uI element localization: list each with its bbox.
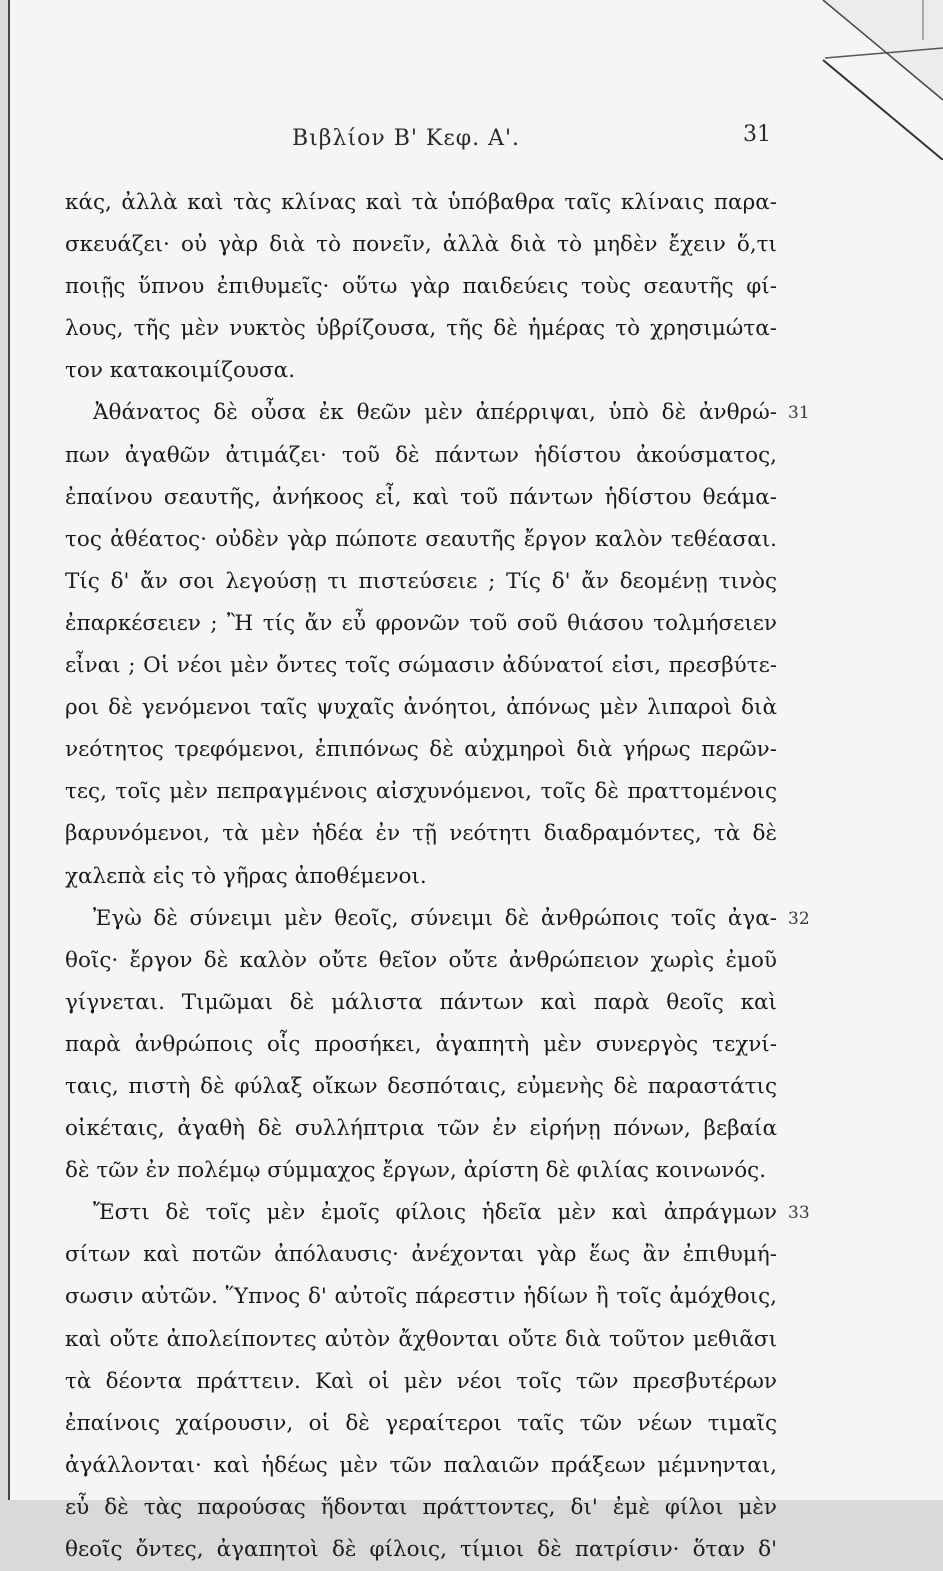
text-line-content: Ἀθάνατος δὲ οὖσα ἐκ θεῶν μὲν ἀπέρριψαι, ὑπὸ δὲ ἀνθρώ- (93, 400, 777, 426)
text-line-content: εὖ δὲ τὰς παρούσας ἥδονται πράττοντες, δι' ἐμὲ φίλοι μὲν (65, 1494, 777, 1520)
chapter-heading: Βιβλίον Β' Κεφ. Α'. (292, 126, 521, 151)
text-line (65, 1108, 777, 1150)
text-line-content: ἀγάλλονται· καὶ ἡδέως μὲν τῶν παλαιῶν πράξεων μέμνηνται, (65, 1452, 777, 1478)
text-line-content: ποιῇς ὕπνου ἐπιθυμεῖς· οὕτω γὰρ παιδεύεις τοὺς σεαυτῆς φί- (65, 274, 777, 300)
text-line (65, 1150, 777, 1192)
text-line (65, 435, 777, 477)
text-line-content: σωσιν αὐτῶν. Ὕπνος δ' αὐτοῖς πάρεστιν ἡδίων ἢ τοῖς ἀμόχθοις, (65, 1284, 777, 1310)
text-line (65, 603, 777, 645)
text-line-content: ἐπαίνοις χαίρουσιν, οἱ δὲ γεραίτεροι ταῖς τῶν νέων τιμαῖς (65, 1410, 777, 1436)
text-line (65, 1529, 777, 1571)
text-line (65, 1192, 810, 1234)
section-number: 31 (788, 403, 810, 424)
text-line-content: καὶ οὔτε ἀπολείποντες αὐτὸν ἄχθονται οὔτε διὰ τοῦτον μεθιᾶσι (65, 1326, 777, 1352)
text-line-content: δὲ τῶν ἐν πολέμῳ σύμμαχος ἔργων, ἀρίστη δὲ φιλίας κοινωνός. (65, 1158, 767, 1184)
text-line-content: πων ἀγαθῶν ἀτιμάζει· τοῦ δὲ πάντων ἡδίστου ἀκούσματος, (65, 442, 777, 468)
text-line (65, 1066, 777, 1108)
text-line (65, 982, 777, 1024)
text-line-content: σίτων καὶ ποτῶν ἀπόλαυσις· ἀνέχονται γὰρ ἕως ἂν ἐπιθυμή- (65, 1242, 777, 1268)
text-line (65, 1024, 777, 1066)
text-line (65, 519, 777, 561)
text-line-content: θεοῖς ὄντες, ἀγαπητοὶ δὲ φίλοις, τίμιοι δὲ πατρίσιν· ὅταν δ' (65, 1537, 777, 1562)
text-line (65, 1234, 777, 1276)
text-line-content: ταις, πιστὴ δὲ φύλαξ οἴκων δεσπόταις, εὐμενὴς δὲ παραστάτις (65, 1073, 777, 1099)
text-line (65, 1276, 777, 1318)
text-line (65, 1445, 777, 1487)
text-line (65, 392, 810, 434)
text-line-content: σκευάζει· οὐ γὰρ διὰ τὸ πονεῖν, ἀλλὰ διὰ τὸ μηδὲν ἔχειν ὅ,τι (65, 232, 777, 258)
text-line (65, 1319, 777, 1361)
text-line (65, 224, 777, 266)
text-line (65, 477, 777, 519)
section-number: 33 (788, 1203, 810, 1224)
book-page (8, 0, 943, 1562)
text-line-content: γίγνεται. Τιμῶμαι δὲ μάλιστα πάντων καὶ παρὰ θεοῖς καὶ (65, 989, 777, 1015)
text-line-content: τος ἀθέατος· οὐδὲν γὰρ πώποτε σεαυτῆς ἔργον καλὸν τεθέασαι. (65, 526, 777, 552)
text-line-content: παρὰ ἀνθρώποις οἷς προσήκει, ἀγαπητὴ μὲν συνεργὸς τεχνί- (65, 1031, 777, 1057)
text-line-content: Τίς δ' ἄν σοι λεγούσῃ τι πιστεύσειε ; Τίς δ' ἄν δεομένῃ τινὸς (65, 568, 777, 594)
text-line (65, 687, 777, 729)
section-number: 32 (788, 908, 810, 929)
body-text (65, 182, 810, 1571)
text-line-content: ροι δὲ γενόμενοι ταῖς ψυχαῖς ἀνόητοι, ἀπόνως μὲν λιπαροὶ διὰ (65, 695, 777, 721)
text-line (65, 1487, 777, 1529)
text-line (65, 729, 777, 771)
text-line-content: τον κατακοιμίζουσα. (65, 358, 296, 384)
text-line-content: νεότητος τρεφόμενοι, ἐπιπόνως δὲ αὐχμηροὶ διὰ γήρως περῶν- (65, 737, 777, 763)
text-line (65, 813, 777, 855)
text-line-content: Ἔστι δὲ τοῖς μὲν ἐμοῖς φίλοις ἡδεῖα μὲν καὶ ἀπράγμων (93, 1200, 777, 1226)
text-line-content: χαλεπὰ εἰς τὸ γῆρας ἀποθέμενοι. (65, 863, 427, 889)
text-line (65, 182, 777, 224)
text-line-content: τες, τοῖς μὲν πεπραγμένοις αἰσχυνόμενοι, τοῖς δὲ πραττομένοις (65, 779, 777, 805)
text-line-content: κάς, ἀλλὰ καὶ τὰς κλίνας καὶ τὰ ὑπόβαθρα ταῖς κλίναις παρα- (65, 190, 777, 215)
text-line (65, 266, 777, 308)
text-line-content: εἶναι ; Οἱ νέοι μὲν ὄντες τοῖς σώμασιν ἀδύνατοί εἰσι, πρεσβύτε- (65, 653, 777, 679)
text-line (65, 645, 777, 687)
text-line-content: θοῖς· ἔργον δὲ καλὸν οὔτε θεῖον οὔτε ἀνθρώπειον χωρὶς ἐμοῦ (65, 947, 777, 973)
text-line (65, 898, 810, 940)
text-line-content: βαρυνόμενοι, τὰ μὲν ἡδέα ἐν τῇ νεότητι διαδραμόντες, τὰ δὲ (65, 821, 777, 847)
text-line (65, 771, 777, 813)
text-line-content: ἐπαίνου σεαυτῆς, ἀνήκοος εἶ, καὶ τοῦ πάντων ἡδίστου θεάμα- (65, 484, 777, 510)
page-number: 31 (743, 122, 771, 147)
text-line-content: λους, τῆς μὲν νυκτὸς ὑβρίζουσα, τῆς δὲ ἡμέρας τὸ χρησιμώτα- (65, 316, 777, 342)
text-line-content: ἐπαρκέσειεν ; Ἢ τίς ἄν εὖ φρονῶν τοῦ σοῦ θιάσου τολμήσειεν (65, 610, 777, 636)
text-line-content: οἰκέταις, ἀγαθὴ δὲ συλλήπτρια τῶν ἐν εἰρήνῃ πόνων, βεβαία (65, 1116, 777, 1142)
text-line (65, 1361, 777, 1403)
running-head (10, 118, 943, 158)
text-line (65, 350, 777, 392)
text-line (65, 856, 777, 898)
text-line (65, 561, 777, 603)
text-line-content: τὰ δέοντα πράττειν. Καὶ οἱ μὲν νέοι τοῖς τῶν πρεσβυτέρων (65, 1368, 777, 1394)
text-line (65, 1403, 777, 1445)
text-line (65, 940, 777, 982)
text-line (65, 308, 777, 350)
text-line-content: Ἐγὼ δὲ σύνειμι μὲν θεοῖς, σύνειμι δὲ ἀνθρώποις τοῖς ἀγα- (93, 905, 777, 931)
